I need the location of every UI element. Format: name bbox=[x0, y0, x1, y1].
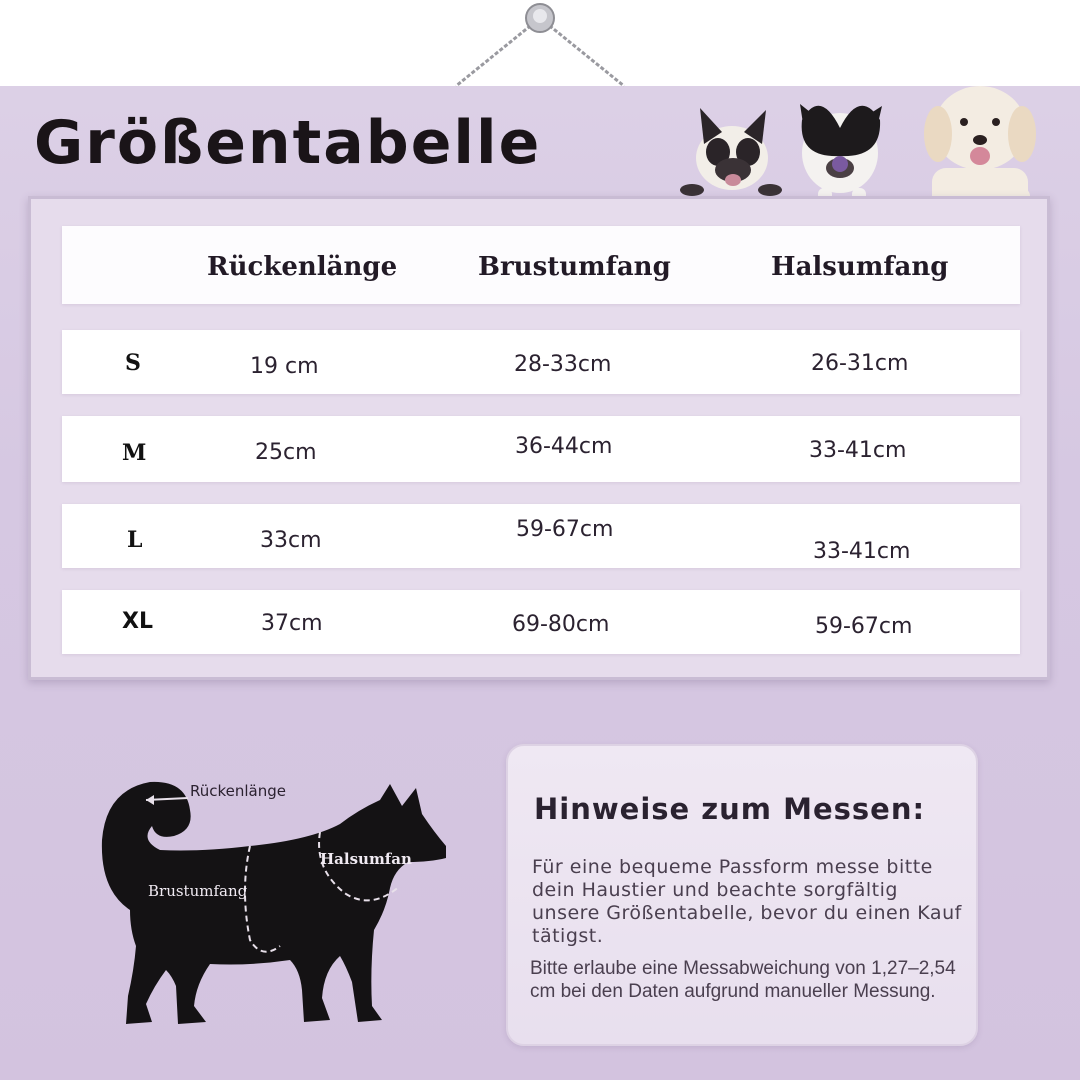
diagram-label-hals: Halsumfan bbox=[320, 850, 412, 868]
header-rueckenlaenge: Rückenlänge bbox=[207, 252, 398, 282]
diagram-label-ruecken: Rückenlänge bbox=[190, 782, 287, 800]
diagram-label-brust: Brustumfang bbox=[148, 882, 248, 900]
header-halsumfang: Halsumfang bbox=[771, 252, 949, 282]
cell-hals: 59-67cm bbox=[815, 614, 913, 639]
cell-ruecken: 25cm bbox=[255, 440, 317, 465]
size-m: M bbox=[122, 440, 147, 466]
hints-paragraph-1: Für eine bequeme Passform messe bitte dein Haustier und beachte sorgfältig unsere Größentabelle, bevor du einen Kauf tätigst. bbox=[532, 856, 962, 947]
cell-brust: 69-80cm bbox=[512, 612, 610, 637]
size-s: S bbox=[125, 350, 141, 376]
cell-ruecken: 37cm bbox=[261, 611, 323, 636]
cell-brust: 59-67cm bbox=[516, 517, 614, 542]
cell-hals: 26-31cm bbox=[811, 351, 909, 376]
cell-hals: 33-41cm bbox=[813, 539, 911, 564]
cell-brust: 36-44cm bbox=[515, 434, 613, 459]
page-title: Größentabelle bbox=[34, 108, 542, 178]
cell-brust: 28-33cm bbox=[514, 352, 612, 377]
cell-ruecken: 19 cm bbox=[250, 354, 319, 379]
dog-silhouette-icon bbox=[90, 770, 460, 1040]
size-xl: XL bbox=[122, 609, 153, 634]
size-l: L bbox=[127, 527, 143, 553]
hanger-wire bbox=[440, 0, 640, 90]
cell-hals: 33-41cm bbox=[809, 438, 907, 463]
hints-paragraph-2: Bitte erlaube eine Messabweichung von 1,27–2,54 cm bei den Daten aufgrund manueller Messung. bbox=[530, 958, 956, 1002]
cell-ruecken: 33cm bbox=[260, 528, 322, 553]
hints-title: Hinweise zum Messen: bbox=[534, 792, 926, 826]
header-brustumfang: Brustumfang bbox=[478, 252, 671, 282]
bulldog-icon bbox=[680, 108, 782, 196]
